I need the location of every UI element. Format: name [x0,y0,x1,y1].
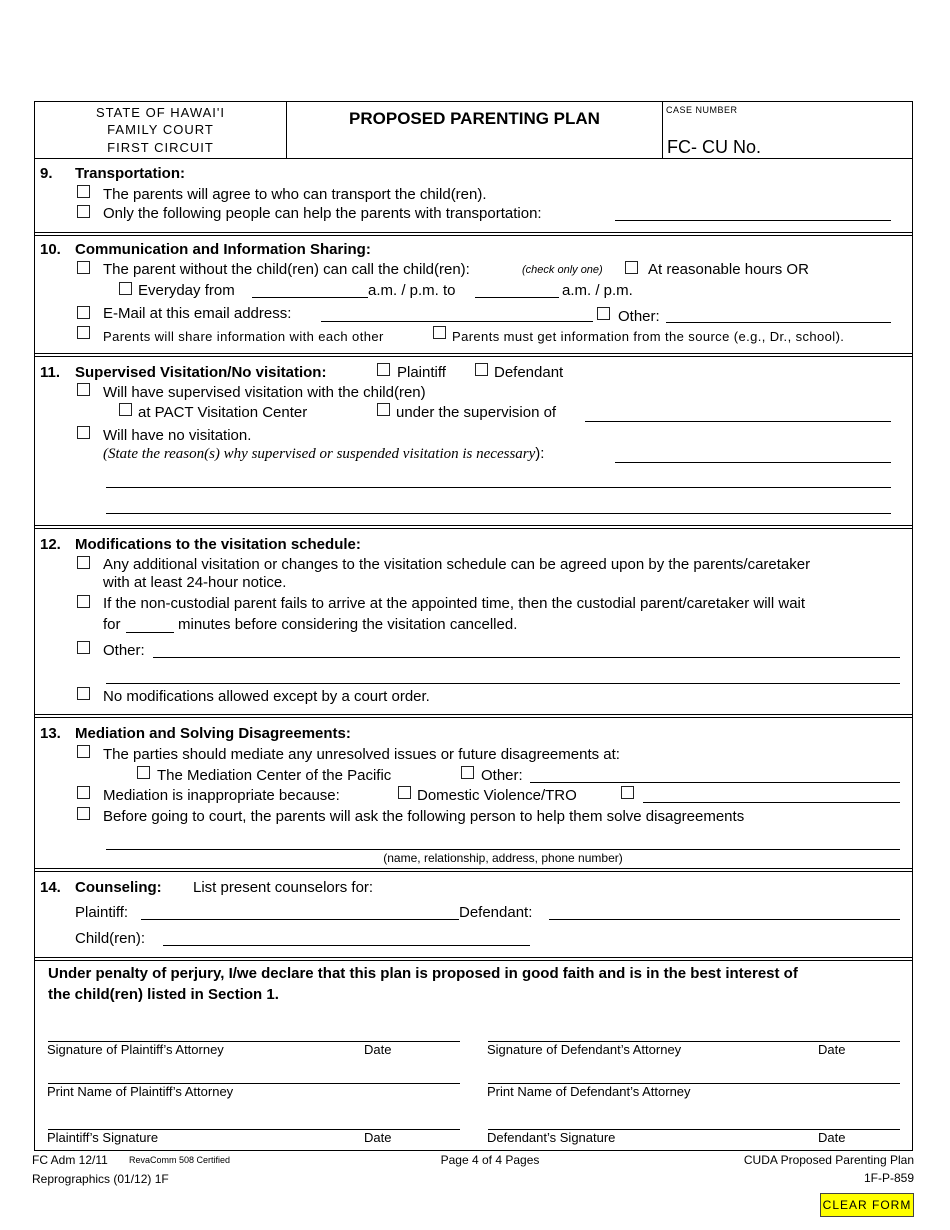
s10-other-checkbox[interactable] [597,307,610,320]
s10-source-checkbox[interactable] [433,326,446,339]
s11-reason-field-3[interactable] [106,513,891,514]
s13-person-field[interactable] [106,849,900,850]
footer-repro: Reprographics (01/12) 1F [32,1172,169,1186]
s11-defendant-checkbox[interactable] [475,363,488,376]
s13-mediate-checkbox[interactable] [77,745,90,758]
s12-none-checkbox[interactable] [77,687,90,700]
header-divider-2 [662,101,663,158]
case-number-field[interactable]: FC- CU No. [667,137,761,157]
s10-email-label: E-Mail at this email address: [103,305,292,322]
s13-number: 13. [40,725,61,742]
s14-children-field[interactable] [163,945,530,946]
defendant-attorney-sig-date: Date [818,1042,846,1057]
s14-defendant-label: Defendant: [459,904,533,921]
s11-plaintiff-checkbox[interactable] [377,363,390,376]
s13-center-label: The Mediation Center of the Pacific [157,767,392,784]
s10-everyday-label: Everyday from [138,282,235,299]
s14-list-label: List present counselors for: [193,879,374,896]
s10-call-label: The parent without the child(ren) can call the child(ren): [103,261,470,278]
declaration-line1: Under penalty of perjury, I/we declare that this plan is proposed in good faith and is in the best interest of [48,965,798,982]
s14-title: Counseling: [75,879,162,896]
s11-novisit-label: Will have no visitation. [103,427,252,444]
s11-defendant-label: Defendant [494,364,564,381]
s10-reasonable-checkbox[interactable] [625,261,638,274]
s10-to-time-field[interactable] [475,297,559,298]
footer-certified: RevaComm 508 Certified [129,1155,231,1165]
s13-title: Mediation and Solving Disagreements: [75,725,351,742]
s9-title: Transportation: [75,165,186,182]
s11-pact-label: at PACT Visitation Center [138,404,308,421]
s12-opt1-line1: Any additional visitation or changes to the visitation schedule can be agreed upon by the parents/caretaker [103,556,811,573]
s9-number: 9. [40,165,53,182]
footer-doc-name: CUDA Proposed Parenting Plan [743,1153,914,1167]
clear-form-button[interactable]: CLEAR FORM [820,1193,914,1217]
s13-before-label: Before going to court, the parents will ask the following person to help them solve disagreements [103,808,745,825]
s10-call-checkbox[interactable] [77,261,90,274]
s12-opt1-line2: with at least 24-hour notice. [103,574,287,591]
s10-number: 10. [40,241,61,258]
s12-none-label: No modifications allowed except by a court order. [103,688,430,705]
s14-plaintiff-field[interactable] [141,919,459,920]
s10-email-field[interactable] [321,321,593,322]
s11-supervisor-field[interactable] [585,421,891,422]
s12-other-checkbox[interactable] [77,641,90,654]
s11-under-checkbox[interactable] [377,403,390,416]
s12-other-field-2[interactable] [106,683,900,684]
s10-title: Communication and Information Sharing: [75,241,371,258]
defendant-sig-label: Defendant’s Signature [487,1130,616,1145]
s12-other-label: Other: [103,642,145,659]
s11-novisit-checkbox[interactable] [77,426,90,439]
s12-divider [35,714,912,718]
s10-reasonable-label: At reasonable hours OR [648,261,809,278]
s10-ampm: a.m. / p.m. [562,282,633,299]
declaration-line2: the child(ren) listed in Section 1. [48,986,279,1003]
s14-divider [35,957,912,961]
defendant-attorney-name-label: Print Name of Defendant’s Attorney [487,1084,691,1099]
s10-other-field[interactable] [666,322,891,323]
s13-dv-checkbox[interactable] [398,786,411,799]
s13-center-checkbox[interactable] [137,766,150,779]
s10-share-label: Parents will share information with each other [103,329,384,344]
s12-title: Modifications to the visitation schedule: [75,536,361,553]
s11-plaintiff-label: Plaintiff [397,364,446,381]
s13-inappropriate-checkbox[interactable] [77,786,90,799]
case-number-label: CASE NUMBER [666,105,738,115]
s9-opt1-checkbox[interactable] [77,185,90,198]
s10-from-time-field[interactable] [252,297,368,298]
s11-number: 11. [40,364,61,381]
s13-inappropriate-label: Mediation is inappropriate because: [103,787,340,804]
s11-under-label: under the supervision of [396,404,557,421]
s10-other-label: Other: [618,308,660,325]
footer-form-id: FC Adm 12/11 [32,1153,108,1167]
s11-reason-end: ): [535,445,545,462]
s13-other-field[interactable] [530,782,900,783]
s13-dv-label: Domestic Violence/TRO [417,787,577,804]
s11-title: Supervised Visitation/No visitation: [75,364,327,381]
s12-minutes-field[interactable] [126,632,174,633]
footer-page-number: Page 4 of 4 Pages [440,1153,540,1167]
s10-check-only-one: (check only one) [522,264,603,276]
s13-mediate-label: The parties should mediate any unresolved issues or future disagreements at: [103,746,620,763]
s10-ampm-to: a.m. / p.m. to [368,282,456,299]
s12-opt2-line2: minutes before considering the visitation cancelled. [178,616,518,633]
s13-other-label: Other: [481,767,523,784]
plaintiff-sig-label: Plaintiff’s Signature [47,1130,159,1145]
s10-divider [35,353,912,357]
s13-before-checkbox[interactable] [77,807,90,820]
plaintiff-attorney-sig-label: Signature of Plaintiff’s Attorney [47,1042,224,1057]
s11-pact-checkbox[interactable] [119,403,132,416]
s13-other-reason-checkbox[interactable] [621,786,634,799]
s12-other-field-1[interactable] [153,657,900,658]
defendant-sig-date: Date [818,1130,846,1145]
plaintiff-attorney-sig-date: Date [364,1042,392,1057]
s13-person-caption: (name, relationship, address, phone number) [383,851,623,865]
s12-opt2-line1: If the non-custodial parent fails to arrive at the appointed time, then the custodial parent/caretaker will wait [103,595,806,612]
s14-children-label: Child(ren): [75,930,146,947]
s9-opt2-label: Only the following people can help the parents with transportation: [103,205,542,222]
court-family: FAMILY COURT [107,122,214,137]
s13-divider [35,868,912,872]
court-circuit: FIRST CIRCUIT [107,140,214,155]
footer-code: 1F-P-859 [863,1171,914,1185]
plaintiff-sig-date: Date [364,1130,392,1145]
s12-number: 12. [40,536,61,553]
s9-people-field[interactable] [615,220,891,221]
s12-opt2-for: for [103,616,121,633]
s11-reason-field-1[interactable] [615,462,891,463]
s10-email-checkbox[interactable] [77,306,90,319]
s11-reason-text: (State the reason(s) why supervised or suspended visitation is necessary [103,446,536,462]
court-state: STATE OF HAWAI'I [96,105,225,120]
page-title: PROPOSED PARENTING PLAN [349,109,600,128]
s13-other-checkbox[interactable] [461,766,474,779]
s10-share-checkbox[interactable] [77,326,90,339]
s9-opt2-checkbox[interactable] [77,205,90,218]
s10-source-label: Parents must get information from the source (e.g., Dr., school). [452,329,845,344]
s11-reason-field-2[interactable] [106,487,891,488]
s12-opt1-checkbox[interactable] [77,556,90,569]
s14-number: 14. [40,879,61,896]
s14-plaintiff-label: Plaintiff: [75,904,129,921]
header-bottom-rule [35,158,912,159]
s10-everyday-checkbox[interactable] [119,282,132,295]
s13-other-reason-field[interactable] [643,802,900,803]
s11-divider [35,525,912,529]
plaintiff-attorney-name-label: Print Name of Plaintiff’s Attorney [47,1084,234,1099]
s11-supervised-checkbox[interactable] [77,383,90,396]
s11-reason-label [103,445,544,463]
s11-supervised-label: Will have supervised visitation with the child(ren) [103,384,426,401]
s12-opt2-checkbox[interactable] [77,595,90,608]
s9-divider [35,232,912,236]
defendant-attorney-sig-label: Signature of Defendant’s Attorney [487,1042,682,1057]
s14-defendant-field[interactable] [549,919,900,920]
s9-opt1-label: The parents will agree to who can transport the child(ren). [103,186,487,203]
